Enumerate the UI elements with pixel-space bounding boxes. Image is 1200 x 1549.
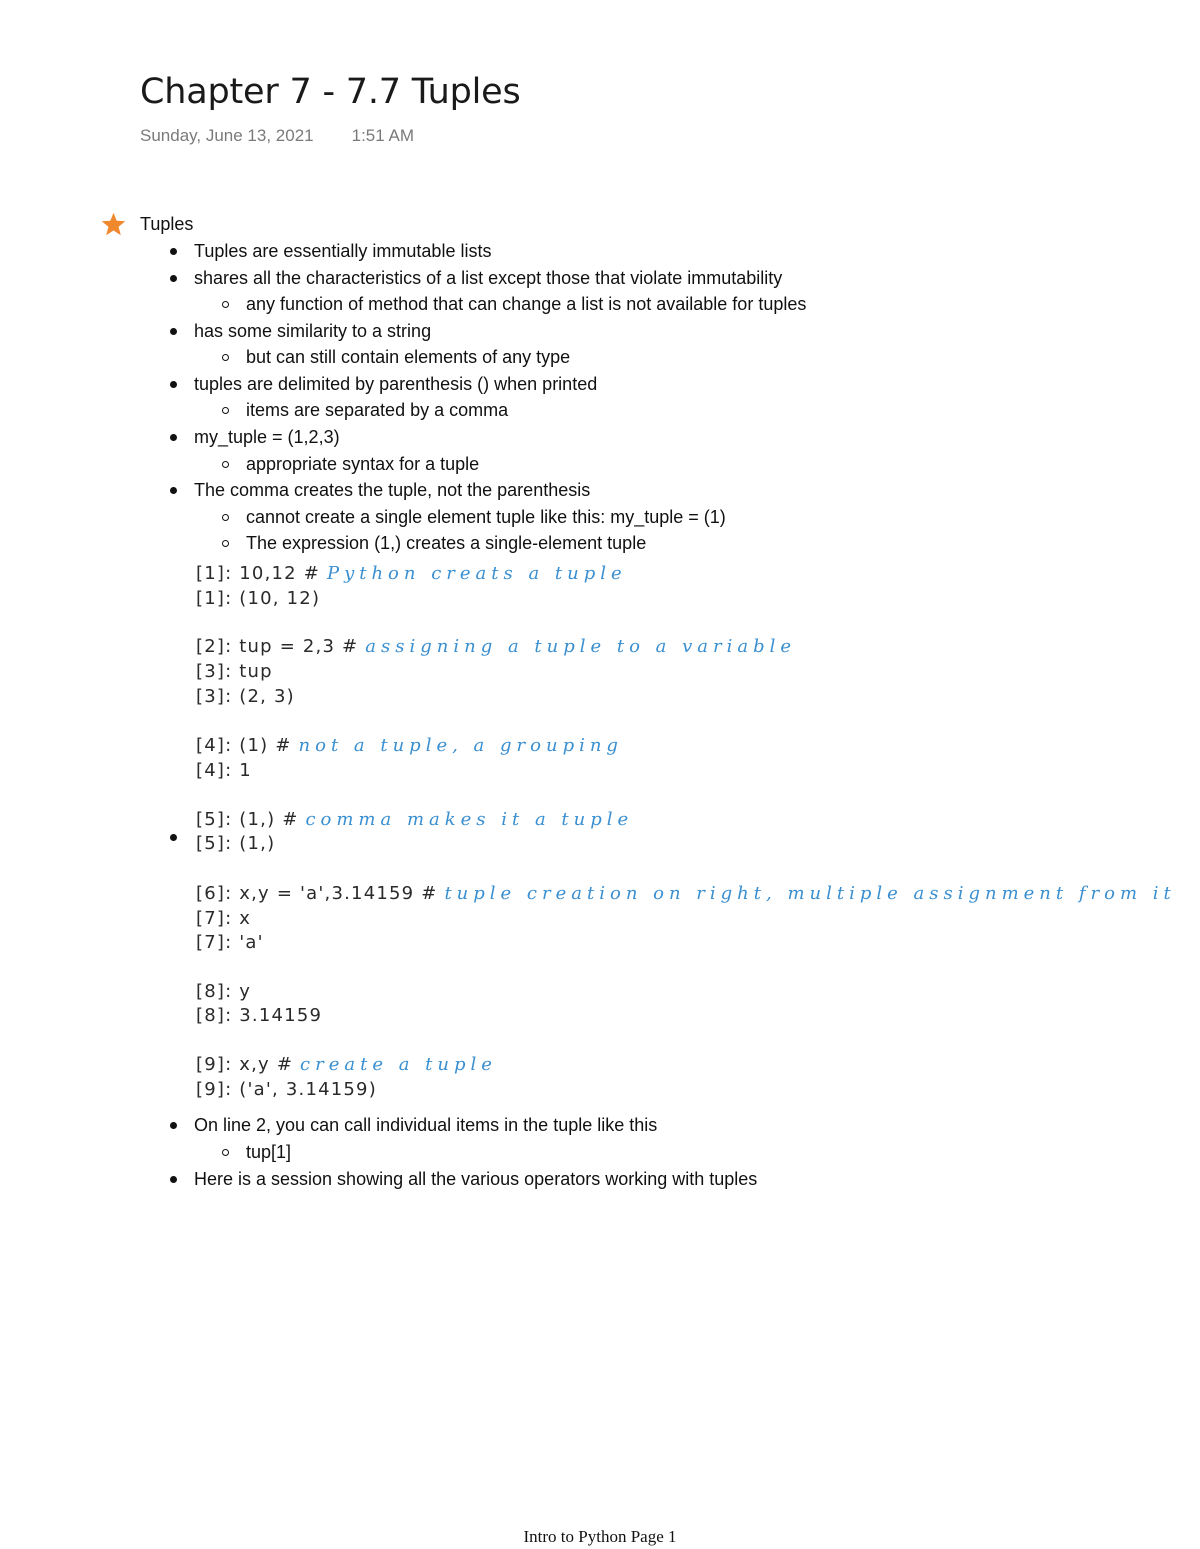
code-comment: not a tuple, a grouping (298, 735, 623, 756)
sub-bullet-circle (222, 1149, 229, 1156)
code-line (196, 833, 275, 855)
page-time: 1:51 AM (351, 126, 414, 145)
page-footer: Intro to Python Page 1 (523, 1527, 677, 1546)
list-item: On line 2, you can call individual items in the tuple like this (194, 1115, 658, 1135)
code-line (196, 563, 627, 585)
code-text: [3]: (2, 3) (196, 686, 295, 707)
code-comment: tuple creation on right, multiple assignment from it (444, 883, 1176, 904)
code-text: [9]: ('a', 3.14159) (196, 1079, 377, 1100)
list-item: Tuples are essentially immutable lists (194, 241, 492, 261)
code-line (196, 883, 1176, 905)
code-line (196, 686, 295, 708)
code-line (196, 981, 251, 1003)
list-item: tuples are delimited by parenthesis () when printed (194, 374, 598, 394)
sub-list-item: appropriate syntax for a tuple (246, 454, 480, 474)
list-item: my_tuple = (1,2,3) (194, 427, 340, 447)
sub-list-item: items are separated by a comma (246, 400, 509, 420)
code-text: [3]: tup (196, 661, 273, 682)
code-line (196, 760, 252, 782)
code-text: [4]: (1) # (196, 735, 299, 756)
sub-bullet-circle (222, 301, 229, 308)
sub-bullet-circle (222, 540, 229, 547)
code-text: [5]: (1,) (196, 833, 276, 854)
code-text: [9]: x,y # (196, 1054, 301, 1075)
code-line (196, 1005, 322, 1027)
page-meta (140, 126, 414, 146)
sub-list-item: but can still contain elements of any type (246, 347, 571, 367)
code-text: [5]: (1,) # (196, 809, 306, 830)
bullet-dot (170, 275, 177, 282)
bullet-dot (170, 328, 177, 335)
sub-bullet-circle (222, 514, 229, 521)
code-text: [4]: 1 (196, 760, 252, 781)
code-line (196, 636, 796, 658)
list-item: The comma creates the tuple, not the parenthesis (194, 480, 591, 500)
code-comment: Python creats a tuple (326, 563, 627, 584)
bullet-dot (170, 381, 177, 388)
list-item: shares all the characteristics of a list except those that violate immutability (194, 268, 783, 288)
bullet-dot (170, 487, 177, 494)
code-text: [7]: 'a' (196, 932, 264, 953)
bullet-dot (170, 1176, 177, 1183)
code-line (196, 661, 273, 683)
sub-bullet-circle (222, 407, 229, 414)
sub-bullet-circle (222, 461, 229, 468)
code-comment: create a tuple (300, 1054, 497, 1075)
code-line (196, 1079, 377, 1101)
code-line (196, 932, 264, 954)
code-line (196, 1054, 497, 1076)
sub-list-item: cannot create a single element tuple like this: my_tuple = (1) (246, 507, 726, 527)
code-text: [8]: y (196, 981, 252, 1002)
section-heading: Tuples (140, 214, 194, 234)
code-comment: comma makes it a tuple (305, 809, 634, 830)
code-text: [1]: 10,12 # (196, 563, 327, 584)
page-title: Chapter 7 - 7.7 Tuples (140, 72, 521, 112)
list-item: Here is a session showing all the various operators working with tuples (194, 1169, 758, 1189)
code-text: [2]: tup = 2,3 # (196, 636, 366, 657)
sub-list-item: any function of method that can change a list is not available for tuples (246, 294, 807, 314)
code-text: [6]: x,y = 'a',3.14159 # (196, 883, 445, 904)
sub-list-item: tup[1] (246, 1142, 292, 1162)
bullet-dot (170, 434, 177, 441)
list-item: has some similarity to a string (194, 321, 432, 341)
sub-bullet-circle (222, 354, 229, 361)
star-icon (100, 211, 127, 238)
bullet-dot (170, 834, 177, 841)
code-text: [7]: x (196, 908, 252, 929)
code-text: [8]: 3.14159 (196, 1005, 323, 1026)
code-text: [1]: (10, 12) (196, 588, 321, 609)
bullet-dot (170, 1122, 177, 1129)
sub-list-item: The expression (1,) creates a single-element tuple (246, 533, 647, 553)
code-line (196, 735, 623, 757)
bullet-dot (170, 248, 177, 255)
code-line (196, 908, 251, 930)
code-comment: assigning a tuple to a variable (365, 636, 797, 657)
page-date: Sunday, June 13, 2021 (140, 126, 314, 145)
code-line (196, 809, 633, 831)
code-line (196, 588, 320, 610)
